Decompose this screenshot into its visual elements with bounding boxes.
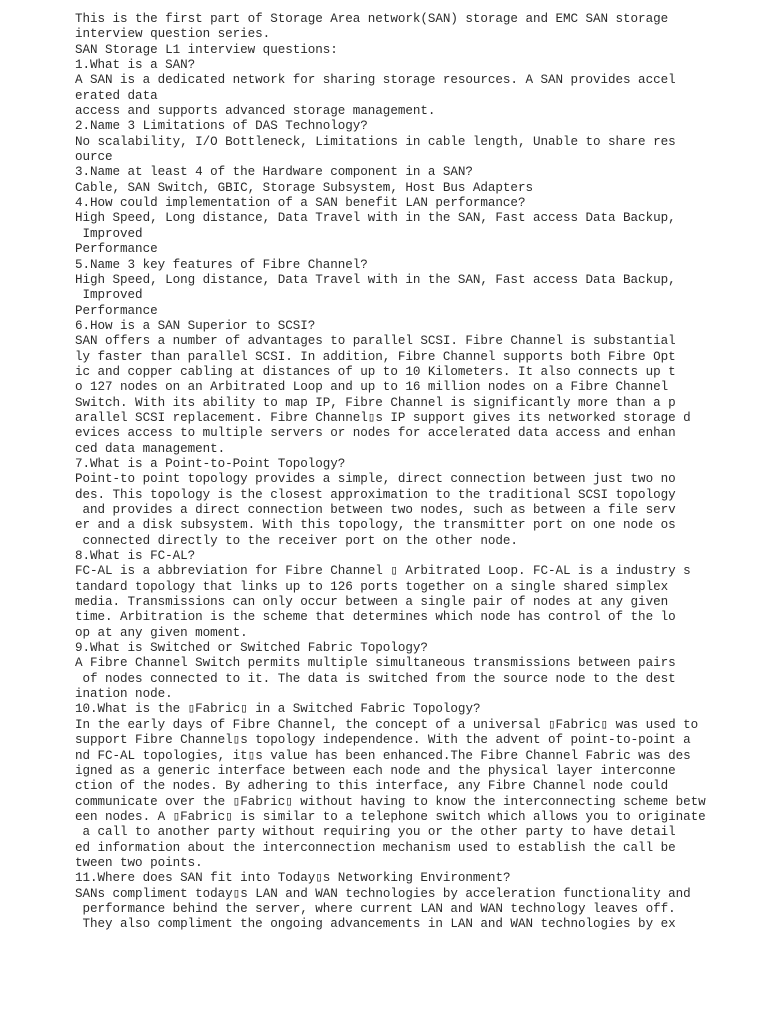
text-line: tween two points. [75, 855, 203, 870]
text-line: This is the first part of Storage Area network(SAN) storage and EMC SAN storage [75, 12, 669, 26]
text-line: interview question series. [75, 27, 271, 42]
text-line: SANs compliment today▯s LAN and WAN technologies by acceleration functionality and [75, 886, 691, 901]
text-line: performance behind the server, where current LAN and WAN technology leaves off. [75, 901, 676, 916]
text-line: support Fibre Channel▯s topology independence. With the advent of point-to-point a [75, 733, 691, 748]
text-line: of nodes connected to it. The data is switched from the source node to the dest [75, 671, 676, 686]
text-line: High Speed, Long distance, Data Travel with in the SAN, Fast access Data Backup, [75, 272, 676, 287]
text-line: High Speed, Long distance, Data Travel with in the SAN, Fast access Data Backup, [75, 211, 676, 226]
text-line: ction of the nodes. By adhering to this interface, any Fibre Channel node could [75, 779, 669, 794]
text-line: ination node. [75, 687, 173, 702]
text-line: ly faster than parallel SCSI. In addition, Fibre Channel supports both Fibre Opt [75, 349, 676, 364]
text-line: des. This topology is the closest approximation to the traditional SCSI topology [75, 487, 676, 502]
text-line: Point-to point topology provides a simple, direct connection between just two no [75, 472, 676, 487]
text-line: 11.Where does SAN fit into Today▯s Networking Environment? [75, 871, 511, 886]
text-line: In the early days of Fibre Channel, the concept of a universal ▯Fabric▯ was used to [75, 717, 699, 732]
text-line: communicate over the ▯Fabric▯ without having to know the interconnecting scheme betw [75, 794, 706, 809]
text-line: Switch. With its ability to map IP, Fibre Channel is significantly more than a p [75, 395, 676, 410]
text-line: 4.How could implementation of a SAN benefit LAN performance? [75, 196, 526, 211]
text-line: Performance [75, 303, 158, 318]
text-line: 9.What is Switched or Switched Fabric Topology? [75, 641, 428, 656]
text-line: ed information about the interconnection mechanism used to establish the call be [75, 840, 676, 855]
text-line: Improved [75, 288, 143, 303]
text-line: They also compliment the ongoing advancements in LAN and WAN technologies by ex [75, 917, 676, 932]
text-line: o 127 nodes on an Arbitrated Loop and up to 16 million nodes on a Fibre Channel [75, 380, 669, 395]
text-line: 5.Name 3 key features of Fibre Channel? [75, 257, 368, 272]
text-line: A Fibre Channel Switch permits multiple simultaneous transmissions between pairs [75, 656, 676, 671]
text-line: Performance [75, 242, 158, 257]
text-line: a call to another party without requiring you or the other party to have detail [75, 825, 676, 840]
text-line: media. Transmissions can only occur between a single pair of nodes at any given [75, 595, 669, 610]
text-line: 6.How is a SAN Superior to SCSI? [75, 318, 316, 333]
text-line: 3.Name at least 4 of the Hardware component in a SAN? [75, 165, 473, 180]
text-line: op at any given moment. [75, 625, 248, 640]
text-line: No scalability, I/O Bottleneck, Limitations in cable length, Unable to share res [75, 134, 676, 149]
text-line: erated data [75, 88, 158, 103]
text-line: access and supports advanced storage management. [75, 104, 436, 119]
text-line: SAN offers a number of advantages to parallel SCSI. Fibre Channel is substantial [75, 334, 676, 349]
document-text [75, 12, 755, 933]
text-line: 1.What is a SAN? [75, 58, 196, 73]
text-line: time. Arbitration is the scheme that determines which node has control of the lo [75, 610, 676, 625]
text-line: evices access to multiple servers or nodes for accelerated data access and enhan [75, 426, 676, 441]
text-line: ic and copper cabling at distances of up to 10 Kilometers. It also connects up t [75, 364, 676, 379]
text-line: er and a disk subsystem. With this topology, the transmitter port on one node os [75, 518, 676, 533]
text-line: and provides a direct connection between two nodes, such as between a file serv [75, 503, 676, 517]
text-line: igned as a generic interface between each node and the physical layer interconne [75, 763, 676, 778]
text-line: 2.Name 3 Limitations of DAS Technology? [75, 119, 368, 134]
text-line: connected directly to the receiver port on the other node. [75, 533, 518, 548]
text-line: SAN Storage L1 interview questions: [75, 42, 338, 57]
text-line: ource [75, 150, 113, 165]
text-line: arallel SCSI replacement. Fibre Channel▯s IP support gives its networked storage d [75, 410, 691, 425]
text-line: 10.What is the ▯Fabric▯ in a Switched Fabric Topology? [75, 702, 481, 717]
text-line: Improved [75, 226, 143, 241]
text-line: nd FC-AL topologies, it▯s value has been enhanced.The Fibre Channel Fabric was des [75, 748, 691, 763]
text-line: ced data management. [75, 441, 226, 456]
text-line: A SAN is a dedicated network for sharing storage resources. A SAN provides accel [75, 73, 676, 88]
text-line: een nodes. A ▯Fabric▯ is similar to a telephone switch which allows you to originate [75, 809, 706, 824]
text-line: FC-AL is a abbreviation for Fibre Channel ▯ Arbitrated Loop. FC-AL is a industry s [75, 564, 691, 579]
text-line: Cable, SAN Switch, GBIC, Storage Subsystem, Host Bus Adapters [75, 180, 533, 195]
text-line: 7.What is a Point-to-Point Topology? [75, 456, 346, 471]
text-line: 8.What is FC-AL? [75, 549, 196, 564]
text-line: tandard topology that links up to 126 ports together on a single shared simplex [75, 579, 669, 594]
